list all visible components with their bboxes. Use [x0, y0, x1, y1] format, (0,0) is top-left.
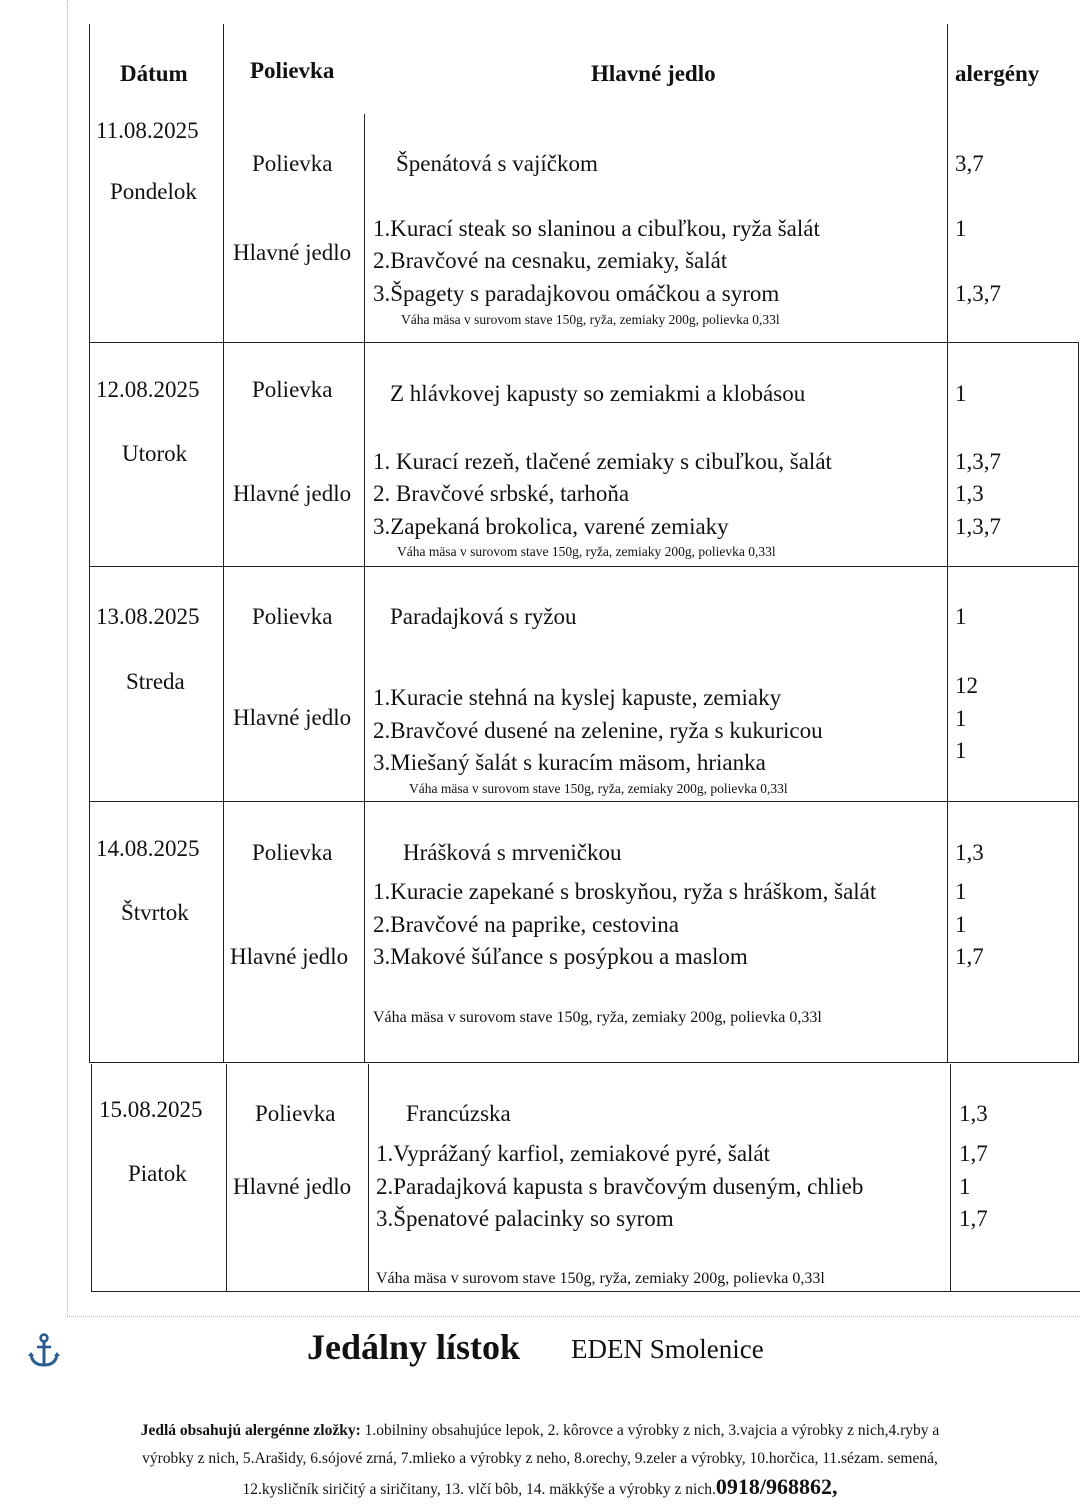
- item-allergens: 1,3,7: [955, 449, 1001, 474]
- soup-name: Hrášková s mrveničkou: [403, 840, 622, 865]
- item-allergens: 1: [955, 912, 967, 937]
- main-item: 2.Bravčové dusené na zelenine, ryža s kukuricou: [373, 718, 823, 743]
- allergen-legend-line: výrobky z nich, 5.Arašidy, 6.sójové zrná, 7.mlieko a výrobky z neho, 8.orechy, 9.zeler a výrobky, 10.horčica, 11.sézam. semená,: [142, 1450, 938, 1467]
- main-item: 1.Vyprážaný karfiol, zemiakové pyré, šalát: [376, 1141, 771, 1166]
- item-allergens: 1,3: [955, 481, 984, 506]
- soup-name: Z hlávkovej kapusty so zemiakmi a klobásou: [390, 381, 806, 406]
- main-item: 3.Zapekaná brokolica, varené zemiaky: [373, 514, 729, 539]
- weight-note: Váha mäsa v surovom stave 150g, ryža, zemiaky 200g, polievka 0,33l: [373, 1009, 822, 1026]
- header-soup: Polievka: [250, 58, 335, 83]
- main-label: Hlavné jedlo: [233, 240, 352, 265]
- weight-note: Váha mäsa v surovom stave 150g, ryža, zemiaky 200g, polievka 0,33l: [401, 312, 780, 327]
- allergen-legend-line: 12.kysličník siričitý a siričitany, 13. vlčí bôb, 14. mäkkýše a výrobky z nich.: [242, 1481, 716, 1498]
- main-item: 1.Kurací steak so slaninou a cibuľkou, ryža šalát: [373, 216, 820, 241]
- main-label: Hlavné jedlo: [233, 481, 352, 506]
- main-item: 1.Kuracie stehná na kyslej kapuste, zemiaky: [373, 685, 782, 710]
- item-allergens: 1: [955, 738, 967, 763]
- soup-allergens: 3,7: [955, 151, 984, 176]
- page-margin-guide: [67, 0, 68, 1316]
- item-allergens: 1,7: [955, 944, 984, 969]
- day-weekday: Štvrtok: [121, 900, 189, 925]
- item-allergens: 12: [955, 673, 978, 698]
- main-item: 1.Kuracie zapekané s broskyňou, ryža s hráškom, šalát: [373, 879, 877, 904]
- main-item: 3.Miešaný šalát s kuracím mäsom, hrianka: [373, 750, 766, 775]
- day-date: 12.08.2025: [96, 377, 200, 402]
- page-title: Jedálny lístok: [307, 1327, 521, 1367]
- main-label: Hlavné jedlo: [233, 705, 352, 730]
- item-allergens: 1,7: [959, 1141, 988, 1166]
- main-item: 2. Bravčové srbské, tarhoňa: [373, 481, 630, 506]
- soup-name: Francúzska: [406, 1101, 511, 1126]
- item-allergens: 1: [955, 216, 967, 241]
- soup-allergens: 1,3: [955, 840, 984, 865]
- soup-name: Paradajková s ryžou: [390, 604, 577, 629]
- main-item: 3.Špagety s paradajkovou omáčkou a syrom: [373, 281, 780, 306]
- item-allergens: 1,7: [959, 1206, 988, 1231]
- page-margin-guide-bottom: [67, 1316, 1080, 1317]
- soup-label: Polievka: [255, 1101, 336, 1126]
- day-weekday: Utorok: [122, 441, 188, 466]
- soup-label: Polievka: [252, 840, 333, 865]
- soup-allergens: 1: [955, 604, 967, 629]
- header-date: Dátum: [120, 61, 188, 86]
- anchor-icon: [27, 1333, 61, 1369]
- allergen-legend: [60, 1417, 1020, 1504]
- allergen-legend-lead: Jedlá obsahujú alergénne zložky:: [140, 1422, 361, 1439]
- item-allergens: 1,3,7: [955, 281, 1001, 306]
- header-main: Hlavné jedlo: [591, 61, 716, 86]
- soup-label: Polievka: [252, 377, 333, 402]
- phone-number: 0918/968862,: [715, 1474, 838, 1499]
- main-item: 1. Kurací rezeň, tlačené zemiaky s cibuľkou, šalát: [373, 449, 832, 474]
- main-label: Hlavné jedlo: [233, 1174, 352, 1199]
- main-item: 3.Makové šúľance s posýpkou a maslom: [373, 944, 748, 969]
- day-date: 14.08.2025: [96, 836, 200, 861]
- main-item: 2.Bravčové na cesnaku, zemiaky, šalát: [373, 248, 728, 273]
- day-weekday: Streda: [126, 669, 185, 694]
- weight-note: Váha mäsa v surovom stave 150g, ryža, zemiaky 200g, polievka 0,33l: [397, 544, 776, 559]
- soup-label: Polievka: [252, 151, 333, 176]
- main-item: 3.Špenatové palacinky so syrom: [376, 1206, 674, 1231]
- day-date: 15.08.2025: [99, 1097, 203, 1122]
- item-allergens: 1,3,7: [955, 514, 1001, 539]
- restaurant-name: EDEN Smolenice: [571, 1334, 764, 1364]
- item-allergens: 1: [959, 1174, 971, 1199]
- weight-note: Váha mäsa v surovom stave 150g, ryža, zemiaky 200g, polievka 0,33l: [376, 1270, 825, 1287]
- main-item: 2.Bravčové na paprike, cestovina: [373, 912, 679, 937]
- item-allergens: 1: [955, 879, 967, 904]
- soup-allergens: 1: [955, 381, 967, 406]
- allergen-legend-line: 1.obilniny obsahujúce lepok, 2. kôrovce a výrobky z nich, 3.vajcia a výrobky z nich,4.ryby a: [360, 1422, 940, 1439]
- day-date: 11.08.2025: [96, 118, 199, 143]
- day-date: 13.08.2025: [96, 604, 200, 629]
- main-label: Hlavné jedlo: [230, 944, 349, 969]
- soup-allergens: 1,3: [959, 1101, 988, 1126]
- item-allergens: 1: [955, 706, 967, 731]
- weight-note: Váha mäsa v surovom stave 150g, ryža, zemiaky 200g, polievka 0,33l: [409, 781, 788, 796]
- soup-name: Špenátová s vajíčkom: [396, 151, 598, 176]
- day-weekday: Pondelok: [110, 179, 197, 204]
- header-allergens: alergény: [955, 61, 1040, 86]
- soup-label: Polievka: [252, 604, 333, 629]
- main-item: 2.Paradajková kapusta s bravčovým duseným, chlieb: [376, 1174, 864, 1199]
- day-weekday: Piatok: [128, 1161, 187, 1186]
